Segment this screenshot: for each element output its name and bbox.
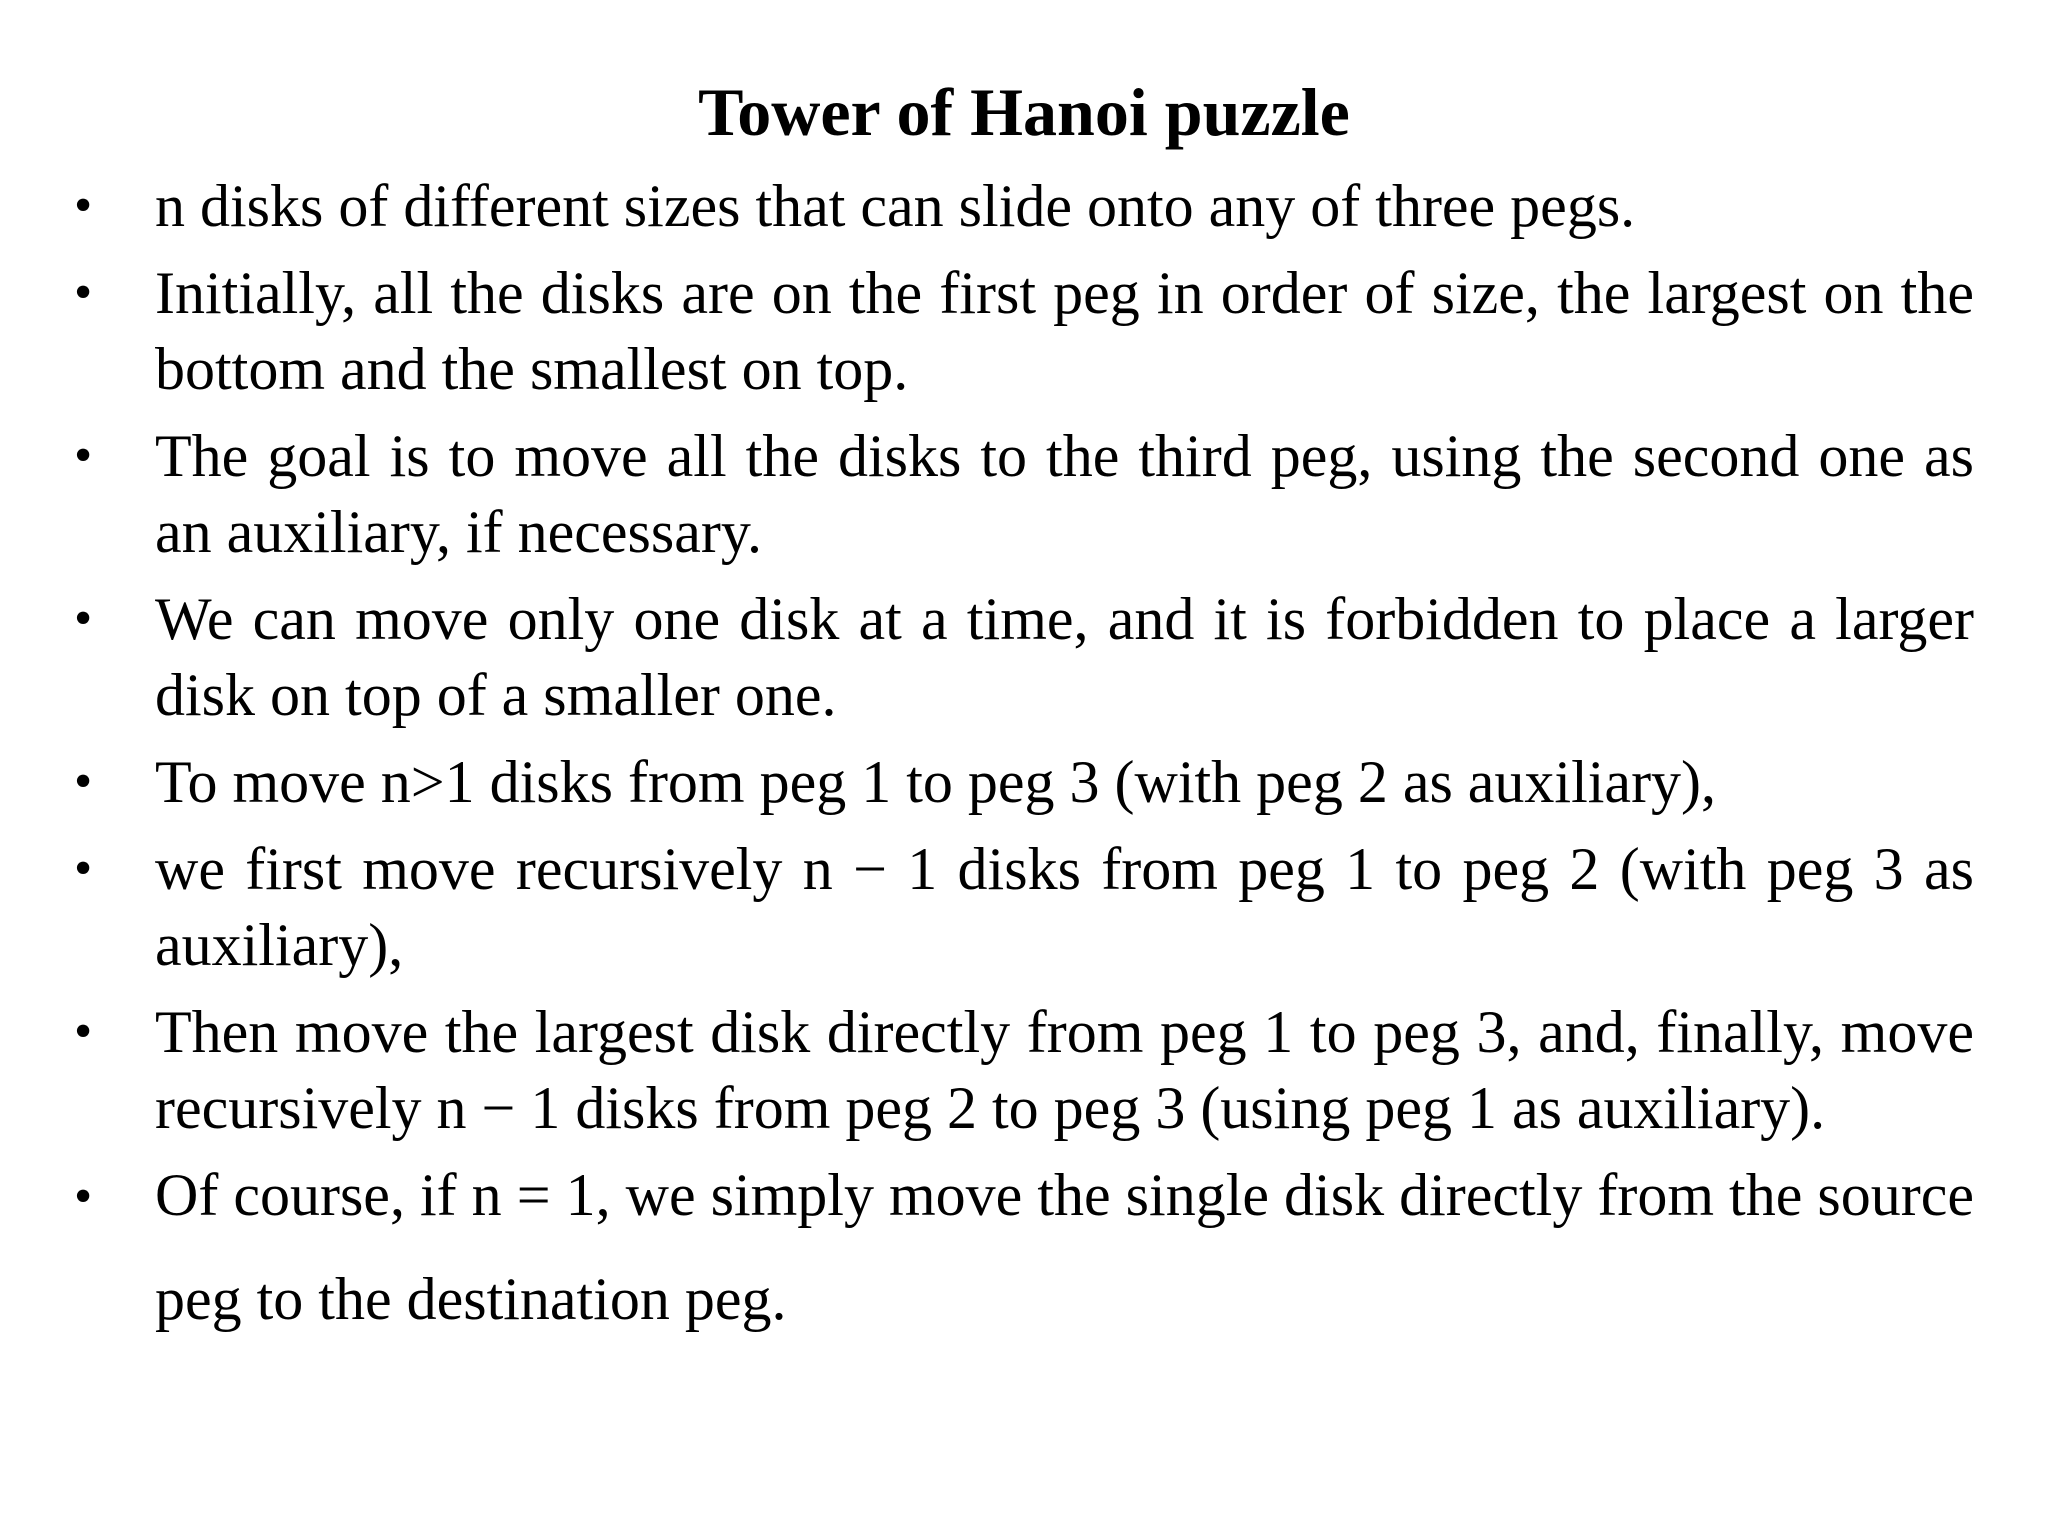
bullet-item — [74, 831, 1974, 983]
bullet-point-icon: • — [74, 427, 93, 484]
bullet-item — [74, 994, 1974, 1146]
bullet-list — [74, 168, 1974, 1362]
bullet-item — [74, 744, 1974, 820]
bullet-item — [74, 418, 1974, 570]
bullet-text: To move n>1 disks from peg 1 to peg 3 (with peg 2 as auxiliary), — [155, 749, 1717, 815]
bullet-text: We can move only one disk at a time, and it is forbidden to place a larger disk on top of a smaller one. — [155, 586, 1974, 728]
bullet-point-icon: • — [74, 1003, 93, 1060]
bullet-text: Initially, all the disks are on the first peg in order of size, the largest on the bottom and the smallest on top. — [155, 260, 1974, 402]
bullet-text: n disks of different sizes that can slide onto any of three pegs. — [155, 173, 1636, 239]
bullet-item — [74, 581, 1974, 733]
bullet-point-icon: • — [74, 264, 93, 321]
bullet-text: Of course, if n = 1, we simply move the single disk directly from the source peg to the destination peg. — [155, 1162, 1974, 1332]
bullet-point-icon: • — [74, 753, 93, 810]
bullet-text: Then move the largest disk directly from peg 1 to peg 3, and, finally, move recursively n − 1 disks from peg 2 to peg 3 (using peg 1 as auxiliary). — [155, 999, 1974, 1141]
slide-title: Tower of Hanoi puzzle — [698, 74, 1350, 150]
bullet-text: The goal is to move all the disks to the third peg, using the second one as an auxiliary, if necessary. — [155, 423, 1974, 565]
bullet-point-icon: • — [74, 840, 93, 897]
bullet-point-icon: • — [74, 1168, 93, 1225]
bullet-item — [74, 1143, 1974, 1351]
bullet-point-icon: • — [74, 590, 93, 647]
bullet-item — [74, 255, 1974, 407]
bullet-point-icon: • — [74, 177, 93, 234]
bullet-item — [74, 168, 1974, 244]
bullet-text: we first move recursively n − 1 disks from peg 1 to peg 2 (with peg 3 as auxiliary), — [155, 836, 1974, 978]
